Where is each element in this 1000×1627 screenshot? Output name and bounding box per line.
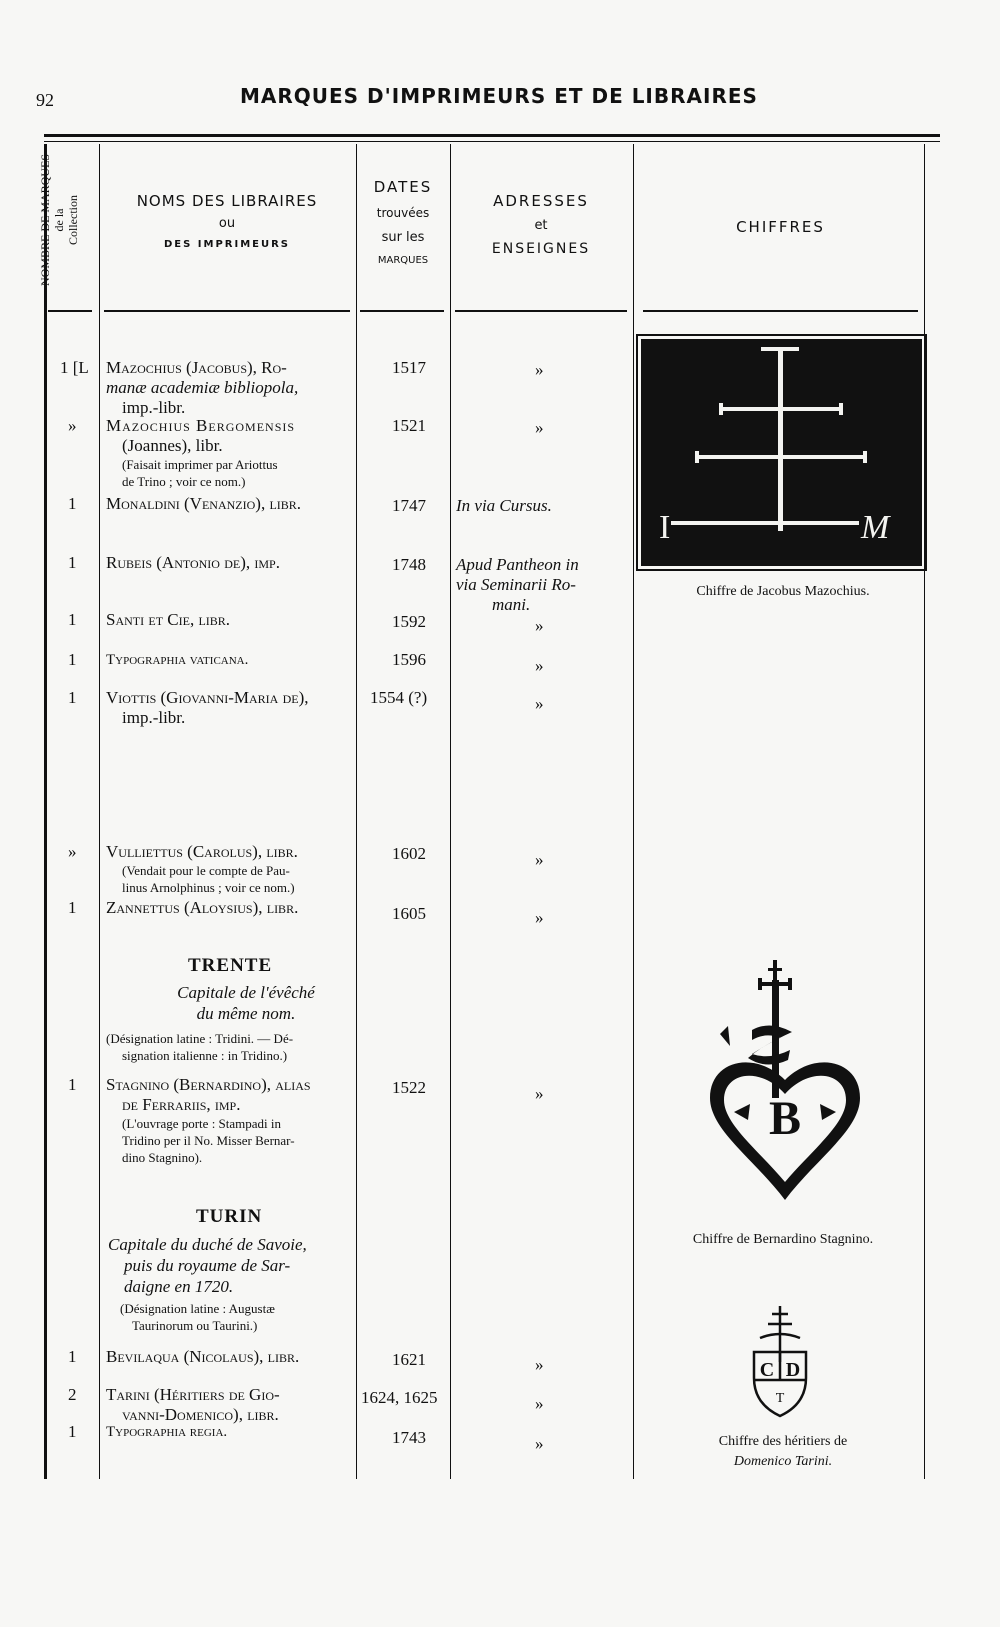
row-count: 1 xyxy=(68,494,77,513)
header-rule-5 xyxy=(643,310,918,312)
section-note-turin: (Désignation latine : Augustæ Taurinorum ou Taurini.) xyxy=(120,1301,275,1333)
header-names: NOMS DES LIBRAIRES ou DES IMPRIMEURS xyxy=(136,192,318,250)
row-count: » xyxy=(68,842,77,861)
row-name: Viottis (Giovanni-Maria de), imp.-libr. xyxy=(106,688,309,727)
section-subtitle-trente: Capitale de l'évêché du même nom. xyxy=(177,983,315,1023)
row-name: Zannettus (Aloysius), libr. xyxy=(106,898,299,917)
row-address: » xyxy=(535,360,544,379)
row-name: Tarini (Héritiers de Gio- vanni-Domenico), libr. xyxy=(106,1385,280,1424)
row-date: 1748 xyxy=(392,555,426,574)
section-title-trente: TRENTE xyxy=(188,955,273,976)
row-date: 1747 xyxy=(392,496,426,515)
row-name: Typographia regia. xyxy=(106,1424,228,1440)
row-address: » xyxy=(535,694,544,713)
mark-letter-i: I xyxy=(659,509,671,546)
row-date: 1624, 1625 xyxy=(361,1388,438,1407)
header-rule-3 xyxy=(360,310,444,312)
row-address: » xyxy=(535,656,544,675)
row-count: 1 xyxy=(68,688,77,707)
col-line-3 xyxy=(450,144,451,1479)
row-name: Vulliettus (Carolus), libr. (Vendait pour le compte de Pau- linus Arnolphinus ; voir ce nom.) xyxy=(106,842,298,895)
row-name: Monaldini (Venanzio), libr. xyxy=(106,494,302,513)
mark-letter-c: C xyxy=(759,1359,775,1381)
row-name: Rubeis (Antonio de), imp. xyxy=(106,553,280,572)
row-name: Mazochius Bergomensis (Joannes), libr. (Faisait imprimer par Ariottus de Trino ; voir ce nom.) xyxy=(106,416,296,489)
table-top-rule xyxy=(44,134,940,137)
row-address: » xyxy=(535,1355,544,1374)
header-dates: DATES trouvées sur les MARQUES xyxy=(373,178,433,266)
row-count: 1 xyxy=(68,1347,77,1366)
row-date: 1521 xyxy=(392,416,426,435)
row-count: 1 xyxy=(68,553,77,572)
row-address: » xyxy=(535,1084,544,1103)
caption-tarini: Chiffre des héritiers de Domenico Tarini. xyxy=(718,1434,848,1469)
col-line-left xyxy=(44,144,47,1479)
header-rule-2 xyxy=(104,310,350,312)
printer-mark-tarini xyxy=(748,1304,812,1420)
printer-mark-stagnino xyxy=(700,960,870,1210)
caption-stagnino: Chiffre de Bernardino Stagnino. xyxy=(692,1232,874,1247)
header-rule-4 xyxy=(455,310,627,312)
header-ciphers: CHIFFRES xyxy=(736,218,825,236)
row-count: 1 xyxy=(68,898,77,917)
row-count: 2 xyxy=(68,1385,77,1404)
row-name: Stagnino (Bernardino), alias de Ferrariis, imp. (L'ouvrage porte : Stampadi in Tridino per il No. Misser Bernar- dino Stagnino). xyxy=(106,1075,311,1165)
row-date: 1522 xyxy=(392,1078,426,1097)
running-head: MARQUES D'IMPRIMEURS ET DE LIBRAIRES xyxy=(240,84,758,108)
section-subtitle-turin: Capitale du duché de Savoie, puis du royaume de Sar- daigne en 1720. xyxy=(108,1235,307,1296)
mark-letter-d: D xyxy=(785,1359,801,1381)
printer-mark-mazochius xyxy=(641,339,922,566)
row-date: 1621 xyxy=(392,1350,426,1369)
mark-letter-m: M xyxy=(861,509,890,546)
row-address: » xyxy=(535,418,544,437)
row-date: 1605 xyxy=(392,904,426,923)
header-addresses: ADRESSES et ENSEIGNES xyxy=(491,192,591,257)
row-address: » xyxy=(535,616,544,635)
row-count: 1 xyxy=(68,650,77,669)
row-date: 1554 (?) xyxy=(370,688,428,707)
row-address: » xyxy=(535,908,544,927)
col-line-4 xyxy=(633,144,634,1479)
row-count: » xyxy=(68,416,77,435)
row-date: 1517 xyxy=(392,358,426,377)
section-title-turin: TURIN xyxy=(196,1206,263,1227)
row-name: Bevilaqua (Nicolaus), libr. xyxy=(106,1347,300,1366)
caption-mazochius: Chiffre de Jacobus Mazochius. xyxy=(696,584,870,599)
row-count: 1 xyxy=(68,1422,77,1441)
mark-letter-t: T xyxy=(775,1391,785,1406)
row-address: » xyxy=(535,1434,544,1453)
page-number: 92 xyxy=(36,90,54,110)
row-name: Mazochius (Jacobus), Ro- manæ academiæ bibliopola, imp.-libr. xyxy=(106,358,299,417)
col-line-right xyxy=(924,144,925,1479)
section-note-trente: (Désignation latine : Tridini. — Dé- signation italienne : in Tridino.) xyxy=(106,1031,294,1063)
row-count: 1 xyxy=(68,1075,77,1094)
row-count: 1 xyxy=(68,610,77,629)
row-date: 1592 xyxy=(392,612,426,631)
row-count: 1 [L xyxy=(60,358,89,377)
header-count: NOMBRE DE MARQUES de la Collection xyxy=(38,154,80,287)
row-date: 1596 xyxy=(392,650,426,669)
row-address: In via Cursus. xyxy=(456,496,552,515)
mark-letter-b: B xyxy=(768,1092,802,1145)
row-date: 1743 xyxy=(392,1428,426,1447)
table-top-rule-thin xyxy=(44,141,940,142)
row-name: Typographia vaticana. xyxy=(106,652,249,668)
row-date: 1602 xyxy=(392,844,426,863)
row-address: » xyxy=(535,1394,544,1413)
header-rule-1 xyxy=(48,310,92,312)
col-line-1 xyxy=(99,144,100,1479)
row-name: Santi et Cie, libr. xyxy=(106,610,231,629)
row-address: » xyxy=(535,850,544,869)
row-address: Apud Pantheon in via Seminarii Ro- mani. xyxy=(456,555,579,614)
